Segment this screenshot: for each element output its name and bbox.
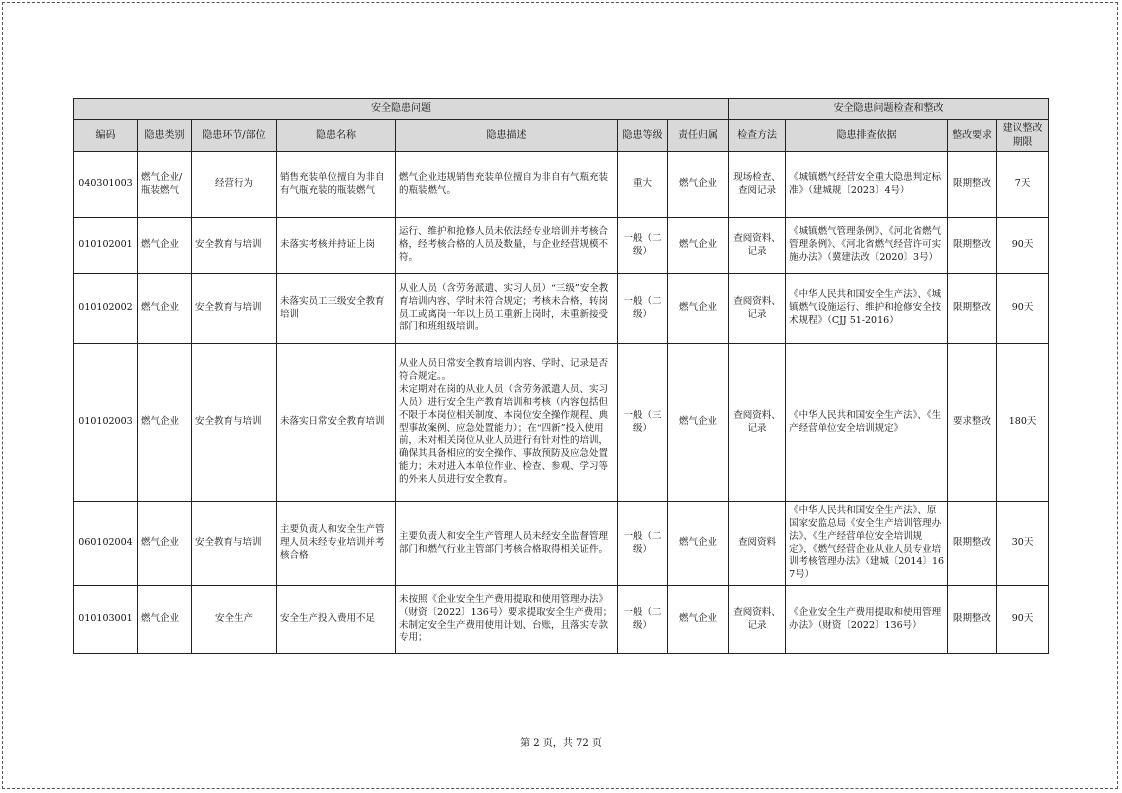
page-number: 第 2 页，共 72 页 [520,738,602,749]
cell-requirement: 限期整改 [948,586,997,654]
cell-name: 未落实日常安全教育培训 [277,344,396,502]
cell-deadline: 30天 [997,502,1049,586]
cell-link: 经营行为 [192,152,277,218]
cell-basis: 《中华人民共和国安全生产法》、《生产经营单位安全培训规定》 [786,344,948,502]
cell-requirement: 限期整改 [948,152,997,218]
cell-responsibility: 燃气企业 [668,274,729,344]
hazard-table [73,98,1049,654]
cell-code: 010102003 [74,344,138,502]
cell-description: 未按照《企业安全生产费用提取和使用管理办法》（财资〔2022〕136号）要求提取安全生产费用；未制定安全生产费用使用计划、台账，且落实专款专用； [396,586,618,654]
cell-link: 安全教育与培训 [192,274,277,344]
cell-code: 010103001 [74,586,138,654]
cell-basis: 《城镇燃气管理条例》、《河北省燃气管理条例》、《河北省燃气经营许可实施办法》（冀建法改〔2020〕3号） [786,218,948,274]
col-header-description: 隐患描述 [396,120,618,152]
table-row [74,274,1049,344]
cell-requirement: 限期整改 [948,218,997,274]
cell-name: 主要负责人和安全生产管理人员未经专业培训并考核合格 [277,502,396,586]
cell-description: 从业人员日常安全教育培训内容、学时、记录是否符合规定。。 未定期对在岗的从业人员（含劳务派遣人员、实习人员）进行安全生产教育培训和考核（内容包括但不限于本岗位相关制度、本岗位安全操作规程、典型事故案例、应急处置能力）；在“四新”投入使用前，未对相关岗位从业人员进行有针对性的培训，确保其具备相应的安全操作、事故预防及应急处置能力；未对进入本单位作业、检查、参观、学习等的外来人员进行安全教育。 [396,344,618,502]
cell-method: 现场检查、查阅记录 [729,152,786,218]
cell-requirement: 限期整改 [948,274,997,344]
cell-method: 查阅资料、记录 [729,344,786,502]
cell-category: 燃气企业/瓶装燃气 [138,152,192,218]
col-header-level: 隐患等级 [618,120,668,152]
cell-method: 查阅资料、记录 [729,586,786,654]
cell-basis: 《城镇燃气经营安全重大隐患判定标准》（建城规〔2023〕4号） [786,152,948,218]
cell-name: 销售充装单位擅自为非自有气瓶充装的瓶装燃气 [277,152,396,218]
col-header-link: 隐患环节/部位 [192,120,277,152]
group-header-hazard: 安全隐患问题 [74,99,729,120]
col-header-name: 隐患名称 [277,120,396,152]
col-header-method: 检查方法 [729,120,786,152]
cell-basis: 《企业安全生产费用提取和使用管理办法》（财资〔2022〕136号） [786,586,948,654]
cell-category: 燃气企业 [138,586,192,654]
cell-code: 040301003 [74,152,138,218]
cell-basis: 《中华人民共和国安全生产法》、《城镇燃气设施运行、维护和抢修安全技术规程》（CJJ 51-2016） [786,274,948,344]
cell-method: 查阅资料 [729,502,786,586]
table-row [74,218,1049,274]
cell-category: 燃气企业 [138,218,192,274]
cell-deadline: 90天 [997,274,1049,344]
cell-responsibility: 燃气企业 [668,152,729,218]
cell-description: 燃气企业违规销售充装单位擅自为非自有气瓶充装的瓶装燃气。 [396,152,618,218]
cell-level: 一般（二级） [618,274,668,344]
col-header-code: 编码 [74,120,138,152]
table-row [74,502,1049,586]
cell-responsibility: 燃气企业 [668,218,729,274]
cell-description: 主要负责人和安全生产管理人员未经安全监督管理部门和燃气行业主管部门考核合格取得相关证件。 [396,502,618,586]
cell-requirement: 限期整改 [948,502,997,586]
col-header-responsibility: 责任归属 [668,120,729,152]
cell-category: 燃气企业 [138,502,192,586]
cell-level: 一般（三级） [618,344,668,502]
cell-name: 安全生产投入费用不足 [277,586,396,654]
col-header-category: 隐患类别 [138,120,192,152]
cell-level: 一般（二级） [618,586,668,654]
cell-responsibility: 燃气企业 [668,586,729,654]
cell-code: 060102004 [74,502,138,586]
group-header-inspection: 安全隐患问题检查和整改 [729,99,1049,120]
col-header-basis: 隐患排查依据 [786,120,948,152]
cell-code: 010102002 [74,274,138,344]
cell-link: 安全生产 [192,586,277,654]
cell-deadline: 7天 [997,152,1049,218]
col-header-deadline: 建议整改期限 [997,120,1049,152]
table-row [74,152,1049,218]
cell-link: 安全教育与培训 [192,218,277,274]
table-row [74,586,1049,654]
cell-level: 一般（二级） [618,502,668,586]
cell-requirement: 要求整改 [948,344,997,502]
cell-category: 燃气企业 [138,344,192,502]
cell-link: 安全教育与培训 [192,344,277,502]
cell-deadline: 180天 [997,344,1049,502]
cell-description: 从业人员（含劳务派遣、实习人员）“三级”安全教育培训内容、学时未符合规定；考核未合格，转岗员工或离岗一年以上员工重新上岗时，未重新接受部门和班组级培训。 [396,274,618,344]
cell-method: 查阅资料、记录 [729,218,786,274]
cell-name: 未落实员工三级安全教育培训 [277,274,396,344]
cell-method: 查阅资料、记录 [729,274,786,344]
cell-level: 重大 [618,152,668,218]
cell-level: 一般（二级） [618,218,668,274]
cell-name: 未落实考核并持证上岗 [277,218,396,274]
cell-deadline: 90天 [997,586,1049,654]
cell-deadline: 90天 [997,218,1049,274]
cell-responsibility: 燃气企业 [668,502,729,586]
cell-link: 安全教育与培训 [192,502,277,586]
cell-category: 燃气企业 [138,274,192,344]
table-row [74,344,1049,502]
cell-code: 010102001 [74,218,138,274]
cell-responsibility: 燃气企业 [668,344,729,502]
cell-basis: 《中华人民共和国安全生产法》、原国家安监总局《安全生产培训管理办法》、《生产经营单位安全培训规定》，《燃气经营企业从业人员专业培训考核管理办法》（建城〔2014〕167号） [786,502,948,586]
col-header-requirement: 整改要求 [948,120,997,152]
cell-description: 运行、维护和抢修人员未依法经专业培训并考核合格，经考核合格的人员及数量，与企业经营规模不符。 [396,218,618,274]
